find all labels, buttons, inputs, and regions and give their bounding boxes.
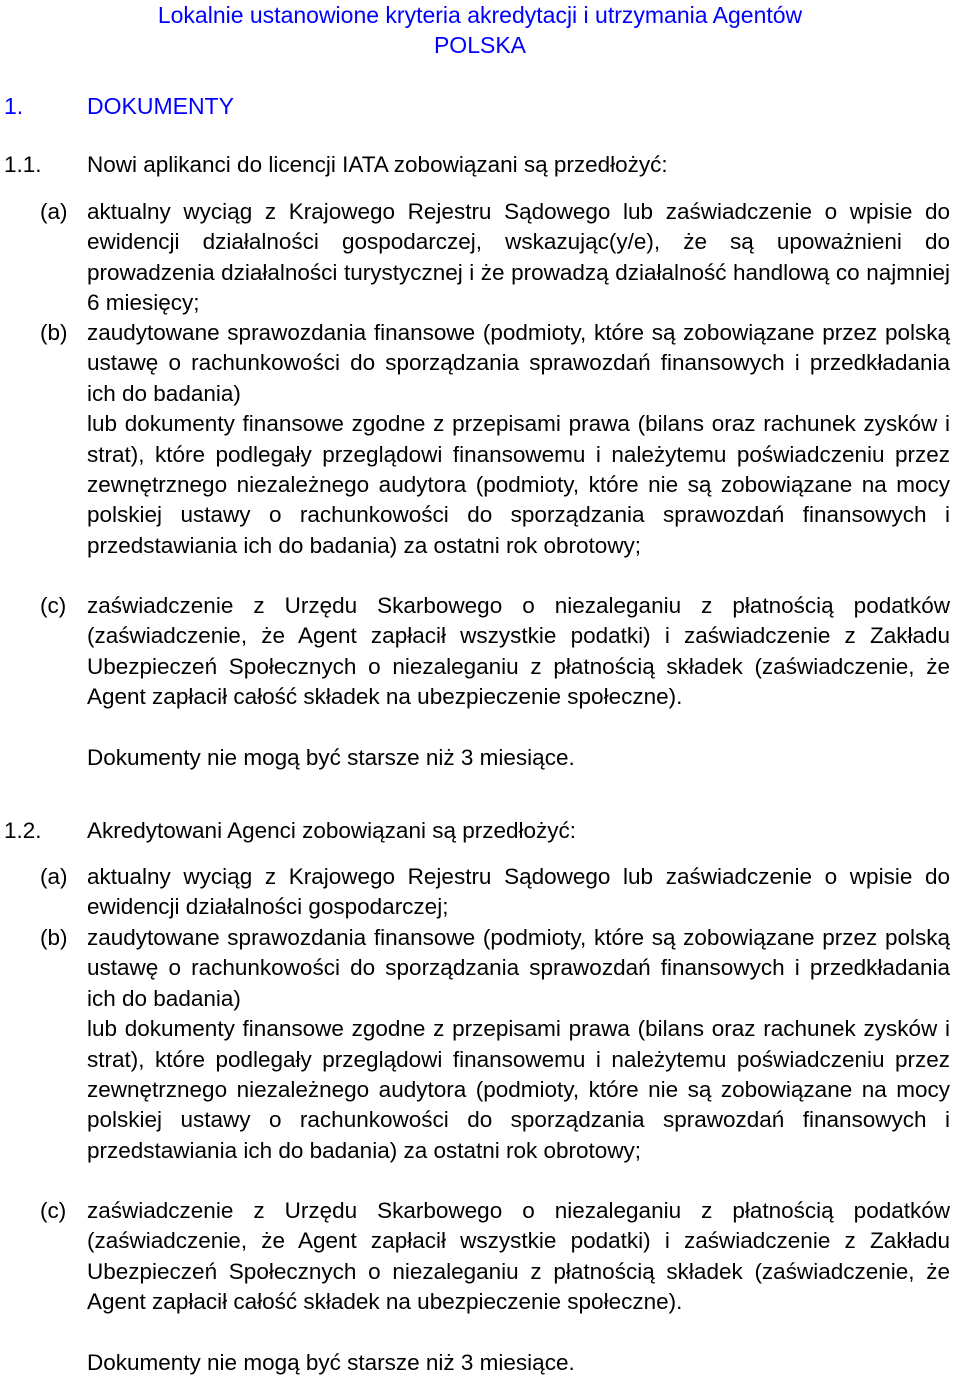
item-paragraph: zaświadczenie z Urzędu Skarbowego o niezaleganiu z płatnością podatków (zaświadczenie, że Agent zapłacił wszystkie podatki) i zaświadczenie z Zakładu Ubezpieczeń Społecznych o niezaleganiu z płatnością składek (zaświadczenie, że Agent zapłacił całość składek na ubezpieczenie społeczne). xyxy=(87,593,950,710)
section-number: 1. xyxy=(4,93,24,119)
item-text xyxy=(87,862,950,923)
document-title: Lokalnie ustanowione kryteria akredytacji i utrzymania Agentów xyxy=(157,2,803,28)
item-paragraph: zaudytowane sprawozdania finansowe (podmioty, które są zobowiązane przez polską ustawę o rachunkowości do sporządzania sprawozdań finansowych i przedkładania ich do badania) xyxy=(87,320,950,406)
item-label: (a) xyxy=(40,864,68,889)
item-text xyxy=(87,591,950,713)
item-paragraph: aktualny wyciąg z Krajowego Rejestru Sądowego lub zaświadczenie o wpisie do ewidencji działalności gospodarczej, wskazując(y/e), że są upoważnieni do prowadzenia działalności turystycznej i że prowadzą działalność handlową co najmniej 6 miesięcy; xyxy=(87,199,950,316)
subsection-title: Akredytowani Agenci zobowiązani są przedłożyć: xyxy=(87,818,577,843)
item-paragraph: lub dokumenty finansowe zgodne z przepisami prawa (bilans oraz rachunek zysków i strat), które podlegały przeglądowi finansowemu i należytemu poświadczeniu przez zewnętrznego niezależnego audytora (podmioty, które nie są zobowiązane na mocy polskiej ustawy o rachunkowości do sporządzania sprawozdań finansowych i przedstawiania ich do badania) za ostatni rok obrotowy; xyxy=(87,1016,950,1163)
item-text xyxy=(87,1196,950,1318)
item-paragraph: aktualny wyciąg z Krajowego Rejestru Sądowego lub zaświadczenie o wpisie do ewidencji działalności gospodarczej; xyxy=(87,864,950,920)
subsection-number: 1.1. xyxy=(4,152,42,177)
item-label: (c) xyxy=(40,1198,67,1223)
item-text xyxy=(87,318,950,561)
section-title: DOKUMENTY xyxy=(87,93,234,119)
subsection-number: 1.2. xyxy=(4,818,42,843)
validity-note: Dokumenty nie mogą być starsze niż 3 miesiące. xyxy=(87,745,575,770)
item-label: (c) xyxy=(40,593,67,618)
subsection-title: Nowi aplikanci do licencji IATA zobowiązani są przedłożyć: xyxy=(87,152,668,177)
document-title-country: POLSKA xyxy=(433,32,527,58)
item-label: (b) xyxy=(40,925,68,950)
item-paragraph: zaświadczenie z Urzędu Skarbowego o niezaleganiu z płatnością podatków (zaświadczenie, że Agent zapłacił wszystkie podatki) i zaświadczenie z Zakładu Ubezpieczeń Społecznych o niezaleganiu z płatnością składek (zaświadczenie, że Agent zapłacił całość składek na ubezpieczenie społeczne). xyxy=(87,1198,950,1315)
item-label: (a) xyxy=(40,199,68,224)
item-paragraph: lub dokumenty finansowe zgodne z przepisami prawa (bilans oraz rachunek zysków i strat), które podlegały przeglądowi finansowemu i należytemu poświadczeniu przez zewnętrznego niezależnego audytora (podmioty, które nie są zobowiązane na mocy polskiej ustawy o rachunkowości do sporządzania sprawozdań finansowych i przedstawiania ich do badania) za ostatni rok obrotowy; xyxy=(87,411,950,558)
item-paragraph: zaudytowane sprawozdania finansowe (podmioty, które są zobowiązane przez polską ustawę o rachunkowości do sporządzania sprawozdań finansowych i przedkładania ich do badania) xyxy=(87,925,950,1011)
item-label: (b) xyxy=(40,320,68,345)
item-text xyxy=(87,197,950,319)
item-text xyxy=(87,923,950,1166)
validity-note: Dokumenty nie mogą być starsze niż 3 miesiące. xyxy=(87,1350,575,1375)
